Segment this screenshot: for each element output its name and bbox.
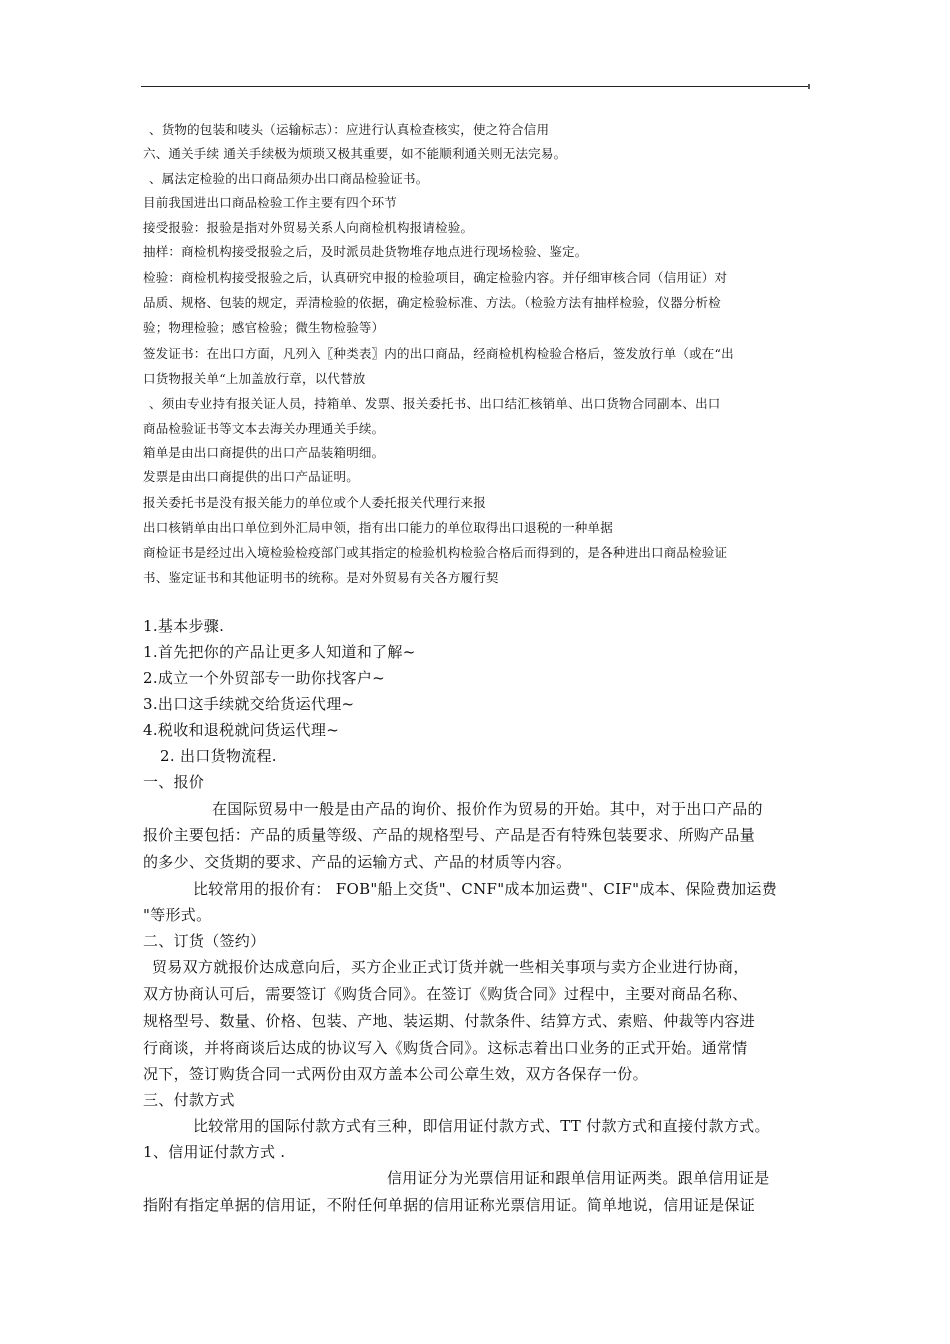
paragraph-line: 双方协商认可后，需要签订《购货合同》。在签订《购货合同》过程中，主要对商品名称、 [143,985,748,1003]
paragraph-line: 比较常用的报价有： FOB"船上交货"、CNF"成本加运费"、CIF"成本、保险费加运费 [193,880,778,898]
text-line: 商检证书是经过出入境检验检疫部门或其指定的检验机构检验合格后而得到的，是各种进出口商品检验证 [143,545,728,560]
text-line: 品质、规格、包装的规定，弄清检验的依据，确定检验标准、方法。（检验方法有抽样检验，仪器分析检 [143,295,721,310]
header-rule [141,86,809,87]
text-line: 报关委托书是没有报关能力的单位或个人委托报关代理行来报 [143,495,486,510]
paragraph-line: 的多少、交货期的要求、产品的运输方式、产品的材质等内容。 [143,853,572,871]
paragraph-line: 报价主要包括：产品的质量等级、产品的规格型号、产品是否有特殊包装要求、所购产品量 [143,826,756,844]
text-line: 商品检验证书等文本去海关办理通关手续。 [143,421,385,436]
text-line: 签发证书：在出口方面，凡列入〖种类表〗内的出口商品，经商检机构检验合格后，签发放行单（或在“出 [143,346,734,361]
text-line: 目前我国进出口商品检验工作主要有四个环节 [143,195,398,210]
paragraph-line: "等形式。 [143,906,212,924]
section-heading: 2. 出口货物流程. [160,747,277,765]
paragraph-line: 行商谈，并将商谈后达成的协议写入《购货合同》。这标志着出口业务的正式开始。通常情 [143,1039,748,1057]
text-line: 书、鉴定证书和其他证明书的统称。是对外贸易有关各方履行契 [143,570,499,585]
text-line: 、货物的包装和唛头（运输标志）：应进行认真检查核实，使之符合信用 [149,122,550,137]
list-item: 3.出口这手续就交给货运代理~ [143,695,355,713]
list-item: 2.成立一个外贸部专一助你找客户~ [143,669,385,687]
text-line: 箱单是由出口商提供的出口产品装箱明细。 [143,445,385,460]
paragraph-line: 规格型号、数量、价格、包装、产地、装运期、付款条件、结算方式、索赔、仲裁等内容进 [143,1012,756,1030]
text-line: 检验：商检机构接受报验之后，认真研究申报的检验项目，确定检验内容。并仔细审核合同（信用证）对 [143,270,728,285]
text-line: 接受报验：报验是指对外贸易关系人向商检机构报请检验。 [143,220,474,235]
section-heading: 三、付款方式 [143,1091,235,1109]
text-line: 、须由专业持有报关证人员，持箱单、发票、报关委托书、出口结汇核销单、出口货物合同副本、出口 [149,396,721,411]
paragraph-line: 比较常用的国际付款方式有三种，即信用证付款方式、TT 付款方式和直接付款方式。 [193,1117,770,1135]
text-line: 发票是由出口商提供的出口产品证明。 [143,469,359,484]
text-line: 出口核销单由出口单位到外汇局申领，指有出口能力的单位取得出口退税的一种单据 [143,520,613,535]
paragraph-line: 贸易双方就报价达成意向后，买方企业正式订货并就一些相关事项与卖方企业进行协商， [152,958,749,976]
text-line: 抽样：商检机构接受报验之后，及时派员赴货物堆存地点进行现场检验、鉴定。 [143,244,588,259]
section-heading: 1.基本步骤. [143,617,225,635]
text-line: 验；物理检验；感官检验；微生物检验等） [143,320,385,335]
paragraph-line: 信用证分为光票信用证和跟单信用证两类。跟单信用证是 [387,1169,770,1187]
paragraph-line: 在国际贸易中一般是由产品的询价、报价作为贸易的开始。其中，对于出口产品的 [212,800,763,818]
text-line: 口货物报关单“上加盖放行章，以代替放 [143,371,366,386]
paragraph-line: 况下，签订购货合同一式两份由双方盖本公司公章生效，双方各保存一份。 [143,1065,648,1083]
paragraph-line: 指附有指定单据的信用证，不附任何单据的信用证称光票信用证。简单地说，信用证是保证 [143,1196,756,1214]
section-heading: 二、订货（签约） [143,932,266,950]
section-heading: 一、报价 [143,773,205,791]
text-line: 六、通关手续 通关手续极为烦琐又极其重要，如不能顺利通关则无法完易。 [143,146,567,161]
list-item: 1.首先把你的产品让更多人知道和了解~ [143,643,416,661]
section-heading: 1、信用证付款方式 . [143,1143,286,1161]
text-line: 、属法定检验的出口商品须办出口商品检验证书。 [149,171,429,186]
list-item: 4.税收和退税就问货运代理~ [143,721,340,739]
header-rule-tick [808,84,810,89]
